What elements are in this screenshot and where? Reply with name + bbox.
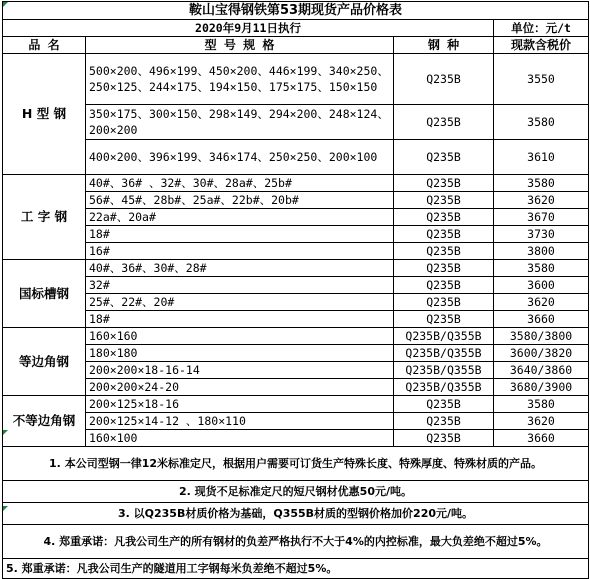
- grade-cell: Q235B: [394, 105, 494, 140]
- price-cell: 3640/3860: [494, 362, 589, 379]
- price-cell: 3610: [494, 140, 589, 175]
- price-cell: 3730: [494, 226, 589, 243]
- grade-cell: Q235B: [394, 430, 494, 447]
- spec-cell: 500×200、496×199、450×200、446×199、340×250、250×125、244×175、194×150、175×175、150×150: [86, 54, 394, 105]
- spec-cell: 200×125×14-12 、180×110: [86, 413, 394, 430]
- grade-cell: Q235B: [394, 311, 494, 328]
- grade-cell: Q235B: [394, 175, 494, 192]
- grade-cell: Q235B: [394, 140, 494, 175]
- price-cell: 3620: [494, 192, 589, 209]
- spec-cell: 200×125×18-16: [86, 396, 394, 413]
- grade-cell: Q235B/Q355B: [394, 362, 494, 379]
- grade-cell: Q235B: [394, 243, 494, 260]
- price-cell: 3680/3900: [494, 379, 589, 396]
- price-cell: 3660: [494, 311, 589, 328]
- grade-cell: Q235B: [394, 260, 494, 277]
- header-name: 品 名: [3, 37, 86, 54]
- grade-cell: Q235B: [394, 294, 494, 311]
- spec-cell: 56#、45#、28b#、25a#、22b#、20b#: [86, 192, 394, 209]
- note-3: 3. 以Q235B材质价格为基础，Q355B材质的型钢价格加价220元/吨。: [3, 503, 589, 525]
- effective-date: 2020年9月11日执行: [3, 20, 494, 37]
- spec-cell: 22a#、20a#: [86, 209, 394, 226]
- grade-cell: Q235B/Q355B: [394, 328, 494, 345]
- spec-cell: 200×200×24-20: [86, 379, 394, 396]
- grade-cell: Q235B/Q355B: [394, 345, 494, 362]
- price-cell: 3600: [494, 277, 589, 294]
- spec-cell: 350×175、300×150、298×149、294×200、248×124、200×200: [86, 105, 394, 140]
- category-i-beam: 工 字 钢: [3, 175, 86, 260]
- spec-cell: 180×180: [86, 345, 394, 362]
- comment-marker-icon: [3, 430, 8, 435]
- comment-marker-icon: [3, 2, 8, 7]
- grade-cell: Q235B: [394, 396, 494, 413]
- price-cell: 3550: [494, 54, 589, 105]
- grade-cell: Q235B: [394, 209, 494, 226]
- spec-cell: 160×160: [86, 328, 394, 345]
- price-cell: 3580: [494, 175, 589, 192]
- unit-label: 单位：元/t: [494, 20, 589, 37]
- grade-cell: Q235B: [394, 192, 494, 209]
- header-spec: 型 号 规 格: [86, 37, 394, 54]
- spec-cell: 160×100: [86, 430, 394, 447]
- note-5: 5. 郑重承诺：凡我公司生产的隧道用工字钢每米负差绝不超过5%。: [3, 559, 589, 579]
- grade-cell: Q235B: [394, 277, 494, 294]
- grade-cell: Q235B: [394, 226, 494, 243]
- grade-cell: Q235B/Q355B: [394, 379, 494, 396]
- sheet-title: 鞍山宝得钢铁第53期现货产品价格表: [3, 2, 589, 20]
- spec-cell: 32#: [86, 277, 394, 294]
- spec-cell: 25#、22#、20#: [86, 294, 394, 311]
- price-sheet: [2, 1, 588, 579]
- category-channel: 国标槽钢: [3, 260, 86, 328]
- note-1: 1. 本公司型钢一律12米标准定尺，根据用户需要可订货生产特殊长度、特殊厚度、特殊材质的产品。: [3, 447, 589, 481]
- price-table: [2, 1, 589, 579]
- grade-cell: Q235B: [394, 413, 494, 430]
- price-cell: 3580: [494, 105, 589, 140]
- comment-marker-icon: [3, 506, 8, 511]
- price-cell: 3620: [494, 413, 589, 430]
- price-cell: 3670: [494, 209, 589, 226]
- price-cell: 3580/3800: [494, 328, 589, 345]
- note-4: 4. 郑重承诺：凡我公司生产的所有钢材的负差严格执行不大于4%的内控标准，最大负差绝不超过5%。: [3, 525, 589, 559]
- category-equal-angle: 等边角钢: [3, 328, 86, 396]
- price-cell: 3600/3820: [494, 345, 589, 362]
- spec-cell: 18#: [86, 226, 394, 243]
- category-unequal-angle: 不等边角钢: [3, 396, 86, 447]
- category-h-beam: H 型 钢: [3, 54, 86, 175]
- note-2: 2. 现货不足标准定尺的短尺钢材优惠50元/吨。: [3, 481, 589, 503]
- price-cell: 3580: [494, 260, 589, 277]
- price-cell: 3620: [494, 294, 589, 311]
- header-price: 现款含税价: [494, 37, 589, 54]
- spec-cell: 18#: [86, 311, 394, 328]
- grade-cell: Q235B: [394, 54, 494, 105]
- spec-cell: 200×200×18-16-14: [86, 362, 394, 379]
- price-cell: 3660: [494, 430, 589, 447]
- spec-cell: 400×200、396×199、346×174、250×250、200×100: [86, 140, 394, 175]
- spec-cell: 40#、36# 、32#、30#、28a#、25b#: [86, 175, 394, 192]
- header-grade: 钢 种: [394, 37, 494, 54]
- price-cell: 3580: [494, 396, 589, 413]
- spec-cell: 40#、36#、30#、28#: [86, 260, 394, 277]
- price-cell: 3800: [494, 243, 589, 260]
- spec-cell: 16#: [86, 243, 394, 260]
